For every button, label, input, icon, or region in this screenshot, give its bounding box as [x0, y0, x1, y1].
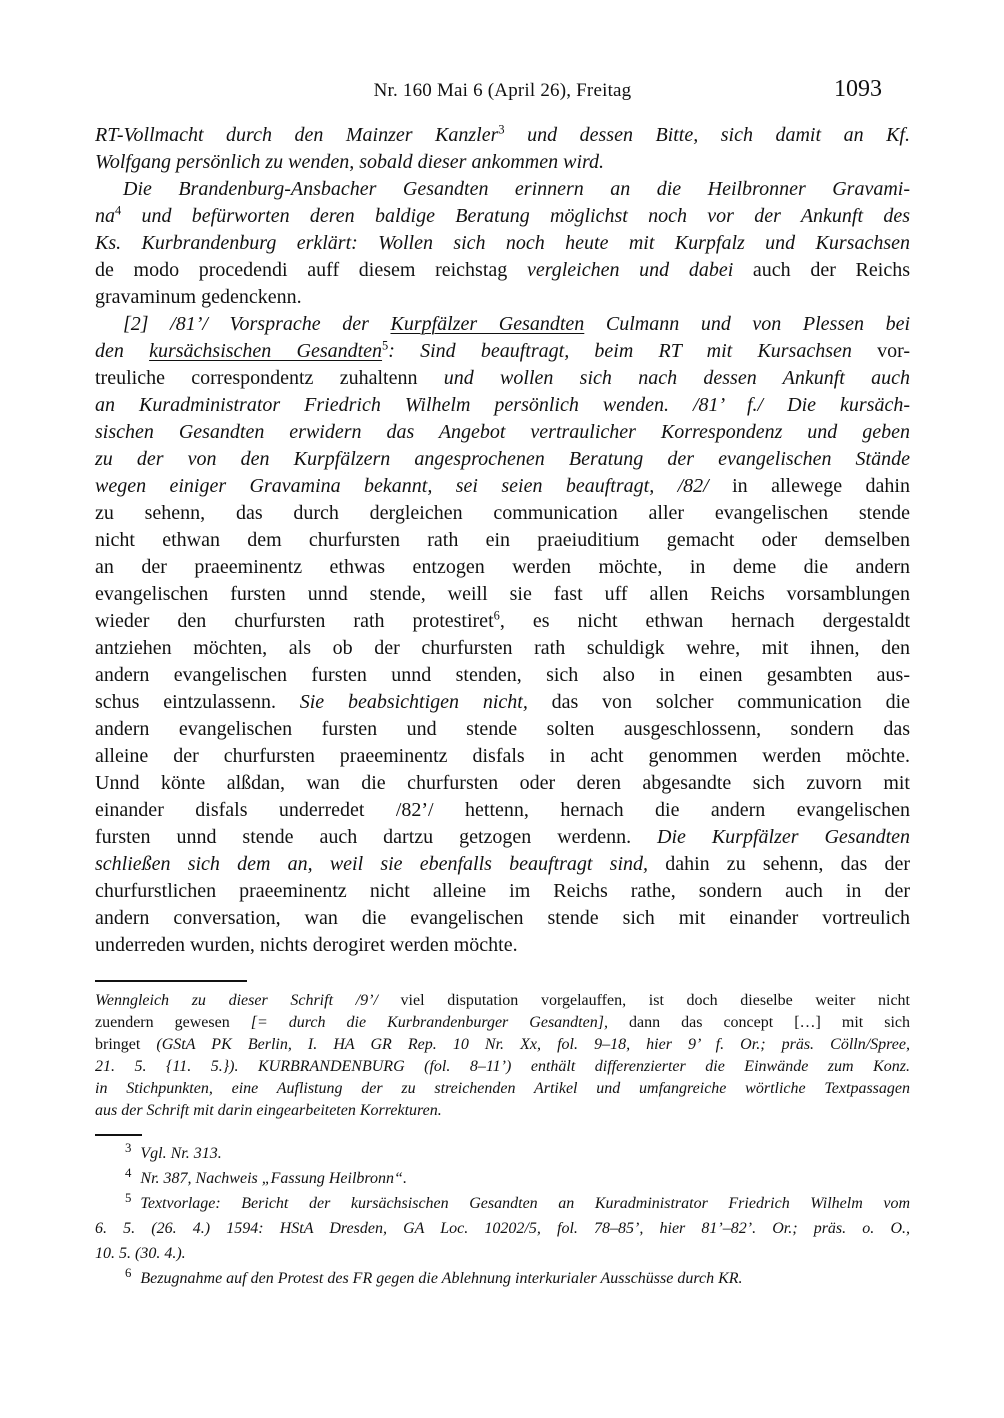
text-run: , es nicht ethwan hernach dergestaldt: [499, 610, 911, 632]
text-run: einander disfals underredet /82’/ hettenn, hernach die andern evangelischen: [95, 799, 910, 821]
text-run: schließen sich dem an, weil sie ebenfalls beauftragt sind,: [95, 853, 648, 875]
text-line: [95, 1218, 910, 1240]
text-line: [95, 1056, 910, 1078]
text-run: in Stichpunkten, eine Auflistung der zu streichenden Artikel und umfangreiche wörtliche Textpassagen: [95, 1080, 910, 1097]
text-run: alleine der churfursten praeeminentz disfals in acht genommen werden möchte.: [95, 745, 910, 767]
text-run: schus eintzulassenn.: [95, 691, 300, 713]
text-run: 6. 5. (26. 4.) 1594: HStA Dresden, GA Loc. 10202/5, fol. 78–85’, hier 81’–82’. Or.; präs. o. O.,: [95, 1220, 910, 1237]
annotation-block: [95, 990, 910, 1122]
text-line: [95, 990, 910, 1012]
text-run: Die Kurpfälzer Gesandten: [657, 826, 910, 848]
text-line: [95, 608, 910, 635]
text-line: [95, 1078, 910, 1100]
text-line: [95, 1012, 910, 1034]
text-run: Wenngleich zu dieser Schrift /9’/: [95, 992, 401, 1009]
text-run: und befürworten deren baldige Beratung möglichst noch vor der Ankunft des: [121, 205, 910, 227]
page-header: [95, 76, 910, 106]
text-run: na: [95, 205, 115, 227]
text-run: an Kuradministrator Friedrich Wilhelm persönlich wenden. /81’ f./ Die kursäch-: [95, 394, 910, 416]
annotation-separator-rule: [95, 980, 247, 982]
text-line: [95, 1190, 910, 1215]
text-run: und dessen Bitte, sich damit an Kf.: [504, 124, 910, 146]
text-line: [95, 1165, 910, 1190]
text-run: wegen einiger Gravamina bekannt, sei seien beauftragt, /82/: [95, 475, 733, 497]
footnote-reference: 5: [382, 338, 389, 353]
text-line: [95, 824, 910, 851]
text-line: [95, 149, 910, 176]
text-run: gravaminum gedenckenn.: [95, 286, 302, 308]
text-run: vergleichen und dabei: [526, 259, 734, 281]
footnotes-block: [95, 1140, 910, 1290]
text-run: an der praeeminentz ethwas entzogen werden möchte, in deme die andern: [95, 556, 910, 578]
text-line: [95, 1265, 910, 1290]
text-line: [95, 122, 910, 149]
text-line: [95, 500, 910, 527]
text-line: [95, 662, 910, 689]
text-run: bringet: [95, 1036, 157, 1053]
page-number: 1093: [834, 76, 882, 102]
text-run: (GStA PK Berlin, I. HA GR Rep. 10 Nr. Xx, fol. 9–18, hier 9’ f. Or.; präs. Cölln/Spree,: [156, 1036, 910, 1053]
text-run: wieder den churfursten rath protestiret: [95, 610, 494, 632]
text-run: und wollen sich nach dessen Ankunft auch: [443, 367, 911, 389]
text-run: 21. 5. {11. 5.}). KURBRANDENBURG (fol. 8–11’) enthält differenzierter die Einwände zum Konz.: [95, 1058, 910, 1075]
text-line: [95, 1100, 910, 1122]
footnote-reference: 3: [498, 122, 505, 137]
text-line: [95, 716, 910, 743]
text-line: [95, 473, 910, 500]
text-run: treuliche correspondentz zuhaltenn: [95, 367, 444, 389]
text-run: Unnd könte alßdan, wan die churfursten oder deren abgesandte sich zuvorn mit: [95, 772, 910, 794]
text-line: [95, 203, 910, 230]
text-run: zu sehenn, das durch dergleichen communication aller evangelischen stende: [95, 502, 910, 524]
text-line: [95, 338, 910, 365]
underlined-phrase: Kurpfälzer Gesandten: [390, 313, 585, 335]
text-run: aus der Schrift mit darin eingearbeiteten Korrekturen.: [95, 1102, 442, 1119]
text-line: [95, 419, 910, 446]
text-line: [95, 554, 910, 581]
text-line: [95, 176, 910, 203]
text-line: [95, 770, 910, 797]
text-line: [95, 851, 910, 878]
text-line: [95, 932, 910, 959]
text-run: sischen Gesandten erwidern das Angebot vertraulicher Korrespondenz und geben: [95, 421, 910, 443]
text-run: zu der von den Kurpfälzern angesprochenen Beratung der evangelischen Stände: [95, 448, 910, 470]
text-run: Vgl. Nr. 313.: [140, 1145, 222, 1162]
footnote-number: 3: [125, 1140, 132, 1155]
text-line: [95, 392, 910, 419]
running-header: Nr. 160 Mai 6 (April 26), Freitag: [373, 80, 632, 101]
text-line: [95, 689, 910, 716]
underlined-phrase: kursächsischen Gesandten: [149, 340, 383, 362]
text-run: zuendern gewesen: [95, 1014, 251, 1031]
text-line: [95, 257, 910, 284]
footnote-reference: 6: [493, 608, 500, 623]
text-line: [95, 797, 910, 824]
text-run: Ks. Kurbrandenburg erklärt: Wollen sich noch heute mit Kurpfalz und Kursachsen: [95, 232, 910, 254]
text-run: : Sind beauftragt, beim RT mit Kursachsen: [388, 340, 878, 362]
text-line: [95, 527, 910, 554]
text-line: [95, 878, 910, 905]
text-line: [95, 743, 910, 770]
footnote-number: 6: [125, 1265, 132, 1280]
text-run: Culmann und von Plessen bei: [584, 313, 911, 335]
text-run: Nr. 387, Nachweis „Fassung Heilbronn“.: [140, 1170, 407, 1187]
footnote-number: 4: [125, 1165, 132, 1180]
text-line: [95, 635, 910, 662]
text-run: RT-Vollmacht durch den Mainzer Kanzler: [95, 124, 499, 146]
text-run: dann das concept […] mit sich: [607, 1014, 911, 1031]
text-run: 10. 5. (30. 4.).: [95, 1245, 186, 1262]
text-run: das von solcher communication die: [527, 691, 910, 713]
text-run: evangelischen fursten unnd stende, weill sie fast uff allen Reichs vorsamblungen: [95, 583, 910, 605]
text-run: [= durch die Kurbrandenburger Gesandten],: [250, 1014, 608, 1031]
body-text: [95, 122, 910, 959]
text-line: [95, 1243, 910, 1265]
text-line: [95, 284, 910, 311]
footnote-reference: 4: [115, 203, 122, 218]
text-run: Wolfgang persönlich zu wenden, sobald dieser ankommen wird.: [95, 151, 605, 173]
text-run: in allewege dahin: [732, 475, 910, 497]
text-run: underreden wurden, nichts derogiret werden möchte.: [95, 934, 518, 956]
text-run: andern evangelischen fursten und stende solten ausgeschlossenn, sondern das: [95, 718, 910, 740]
text-run: Sie beabsichtigen nicht,: [299, 691, 528, 713]
text-line: [95, 446, 910, 473]
text-run: viel disputation vorgelauffen, ist doch dieselbe weiter nicht: [400, 992, 910, 1009]
text-run: fursten unnd stende auch dartzu getzogen werdenn.: [95, 826, 658, 848]
text-line: [95, 905, 910, 932]
text-line: [95, 230, 910, 257]
text-run: antziehen möchten, als ob der churfursten rath schuldigk wehre, mit ihnen, den: [95, 637, 910, 659]
text-run: Die Brandenburg-Ansbacher Gesandten erinnern an die Heilbronner Gravami-: [123, 178, 910, 200]
text-run: Bezugnahme auf den Protest des FR gegen die Ablehnung interkurialer Ausschüsse durch KR.: [140, 1270, 743, 1287]
footnote-number: 5: [125, 1190, 132, 1205]
text-run: den: [95, 340, 150, 362]
text-run: nicht ethwan dem churfursten rath ein praeiuditium gemacht oder demselben: [95, 529, 910, 551]
text-line: [95, 311, 910, 338]
text-line: [95, 1140, 910, 1165]
text-line: [95, 365, 910, 392]
text-run: vor-: [877, 340, 911, 362]
text-run: de modo procedendi auff diesem reichstag: [95, 259, 527, 281]
text-run: dahin zu sehenn, das der: [648, 853, 910, 875]
text-run: auch der Reichs: [733, 259, 910, 281]
footnote-separator-rule: [95, 1134, 142, 1136]
text-run: andern evangelischen fursten unnd stenden, sich also in einen gesambten aus-: [95, 664, 910, 686]
text-run: Textvorlage: Bericht der kursächsischen Gesandten an Kuradministrator Friedrich Wilhelm vom: [140, 1195, 910, 1212]
text-line: [95, 1034, 910, 1056]
text-run: [2] /81’/ Vorsprache der: [123, 313, 391, 335]
text-line: [95, 581, 910, 608]
text-run: andern conversation, wan die evangelischen stende sich mit einander vortreulich: [95, 907, 910, 929]
text-run: churfurstlichen praeeminentz nicht alleine im Reichs rathe, sondern auch in der: [95, 880, 910, 902]
